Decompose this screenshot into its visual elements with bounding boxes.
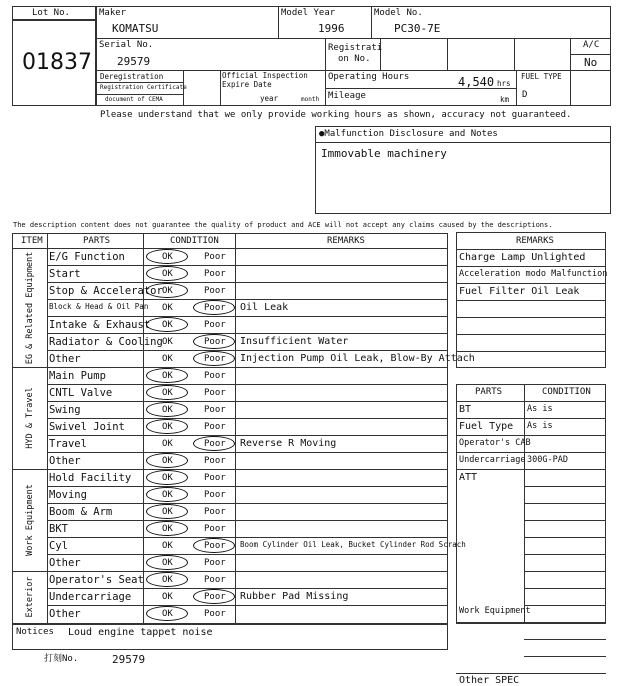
right-remarks-line [456, 283, 606, 284]
disclaimer: The description content does not guarantee the quality of product and ACE will not accept any claims caused by the descriptions. [13, 221, 553, 229]
ok-option: OK [162, 252, 173, 262]
part-name: E/G Function [49, 251, 125, 263]
poor-option: Poor [204, 269, 226, 279]
ok-option: OK [162, 269, 173, 279]
right-parts-line [456, 469, 606, 470]
right-parts-line [456, 673, 606, 674]
ok-option: OK [162, 524, 173, 534]
remark-text: Injection Pump Oil Leak, Blow-By Attach [240, 353, 475, 364]
ok-option: OK [162, 371, 173, 381]
group-label: HYD & Travel [24, 387, 35, 449]
row-line [47, 571, 448, 572]
ok-selected-circle [146, 402, 188, 417]
cema-label: document of CEMA [105, 96, 163, 103]
ok-option: OK [162, 609, 173, 619]
notices-text: Loud engine tappet noise [68, 627, 213, 638]
operating-hours-label: Operating Hours [328, 72, 410, 82]
row-line [47, 503, 448, 504]
part-name: Cyl [49, 540, 68, 552]
ok-option: OK [162, 456, 173, 466]
poor-option: Poor [204, 405, 226, 415]
remark-text: Oil Leak [240, 302, 289, 313]
part-name: Start [49, 268, 81, 280]
remark-text: Boom Cylinder Oil Leak, Bucket Cylinder Rod Scrach [240, 540, 466, 549]
maker-label: Maker [99, 8, 127, 18]
right-parts-line [456, 435, 606, 436]
group-label: EG & Related Equipment [24, 251, 35, 364]
ok-selected-circle [146, 521, 188, 536]
ok-selected-circle [146, 249, 188, 264]
right-remark-item: Acceleration modo Malfunction [459, 269, 608, 279]
ok-option: OK [162, 558, 173, 568]
poor-option: Poor [204, 439, 226, 449]
right-parts-line [456, 401, 606, 402]
mileage-label: Mileage [328, 91, 366, 101]
right-part-name: Operator's CAB [459, 438, 531, 448]
col-condition: CONDITION [170, 236, 219, 246]
poor-option: Poor [204, 303, 226, 313]
ok-option: OK [162, 337, 173, 347]
remark-text: Reverse R Moving [240, 438, 337, 449]
ok-option: OK [162, 575, 173, 585]
ok-selected-circle [146, 283, 188, 298]
part-name: Intake & Exhaust [49, 319, 151, 331]
ok-selected-circle [146, 504, 188, 519]
inspection-label-1: Official Inspection [222, 71, 308, 80]
poor-option: Poor [204, 456, 226, 466]
model-no-label: Model No. [374, 8, 423, 18]
row-line [47, 316, 448, 317]
group-label: Exterior [24, 576, 35, 617]
poor-option: Poor [204, 558, 226, 568]
row-line [47, 265, 448, 266]
hrs-label: hrs [497, 79, 511, 88]
group-separator [12, 469, 47, 470]
row-line [47, 384, 448, 385]
poor-selected-circle [193, 300, 235, 315]
deregistration-label: Deregistration [100, 72, 164, 81]
ok-selected-circle [146, 555, 188, 570]
poor-selected-circle [193, 436, 235, 451]
part-name: Other [49, 608, 81, 620]
right-part-condition: As is [527, 404, 553, 414]
poor-option: Poor [204, 575, 226, 585]
registration-certificate-label: Registration Certificate [100, 84, 187, 91]
ok-selected-circle [146, 606, 188, 621]
right-part-name: BT [459, 404, 472, 415]
right-remarks-line [456, 266, 606, 267]
poor-option: Poor [204, 388, 226, 398]
row-line [47, 333, 448, 334]
ok-option: OK [162, 286, 173, 296]
serial-value: 29579 [117, 55, 151, 68]
part-name: Other [49, 353, 81, 365]
maker-value: KOMATSU [112, 22, 159, 35]
ok-option: OK [162, 320, 173, 330]
poor-option: Poor [204, 541, 226, 551]
att-sub-line [524, 554, 606, 555]
row-line [47, 588, 448, 589]
right-remarks-line [456, 334, 606, 335]
row-line [47, 401, 448, 402]
right-remark-item: Charge Lamp Unlighted [459, 252, 586, 263]
ok-option: OK [162, 507, 173, 517]
part-name: Hold Facility [49, 472, 132, 484]
ok-selected-circle [146, 368, 188, 383]
registration-label-2: on No. [338, 54, 371, 64]
remark-text: Insufficient Water [240, 336, 349, 347]
row-line [47, 554, 448, 555]
part-name: Travel [49, 438, 87, 450]
ok-option: OK [162, 541, 173, 551]
right-parts-line [456, 418, 606, 419]
right-remarks-title: REMARKS [516, 236, 554, 246]
fuel-type-label: FUEL TYPE [521, 72, 562, 81]
att-sub-line [524, 571, 606, 572]
group-label: Work Equipment [24, 484, 35, 556]
ok-option: OK [162, 422, 173, 432]
part-name: Other [49, 557, 81, 569]
inspection-label-2: Expire Date [222, 80, 272, 89]
ok-selected-circle [146, 266, 188, 281]
ok-selected-circle [146, 385, 188, 400]
row-line [47, 537, 448, 538]
model-no-value: PC30-7E [394, 22, 441, 35]
year-label: year [260, 94, 279, 103]
poor-option: Poor [204, 609, 226, 619]
ok-selected-circle [146, 453, 188, 468]
row-line [47, 520, 448, 521]
km-label: km [500, 95, 510, 104]
model-year-value: 1996 [318, 22, 345, 35]
row-line [47, 418, 448, 419]
row-line [47, 605, 448, 606]
right-parts-line [456, 622, 606, 623]
att-label: ATT [459, 472, 478, 483]
poor-option: Poor [204, 490, 226, 500]
ok-option: OK [162, 354, 173, 364]
att-sub-line [524, 588, 606, 589]
part-name: Other [49, 455, 81, 467]
hours-notice: Please understand that we only provide working hours as shown, accuracy not guaranteed. [100, 110, 572, 120]
part-name: Swing [49, 404, 81, 416]
right-remarks-line [456, 351, 606, 352]
att-sub-line [524, 520, 606, 521]
group-separator [12, 571, 47, 572]
part-name: CNTL Valve [49, 387, 113, 399]
poor-option: Poor [204, 354, 226, 364]
spec-sub-line [524, 639, 606, 640]
right-remark-item: Fuel Filter Oil Leak [459, 286, 580, 297]
lot-number: 01837 [22, 50, 92, 75]
header-line [12, 248, 448, 249]
ok-option: OK [162, 303, 173, 313]
right-part-condition: 300G-PAD [527, 455, 568, 465]
notices-label: Notices [16, 627, 54, 637]
ok-option: OK [162, 592, 173, 602]
ok-option: OK [162, 490, 173, 500]
ac-label: A/C [583, 40, 600, 50]
att-sub-line [524, 605, 606, 606]
ok-option: OK [162, 439, 173, 449]
right-part-name: Undercarriage [459, 455, 526, 465]
part-name: Boom & Arm [49, 506, 113, 518]
operating-hours-value: 4,540 [458, 75, 495, 89]
row-line [47, 350, 448, 351]
right-remarks-line [456, 300, 606, 301]
part-name: Main Pump [49, 370, 106, 382]
poor-option: Poor [204, 371, 226, 381]
att-sub-line [524, 503, 606, 504]
right-parts-line [456, 452, 606, 453]
right-remarks-line [456, 317, 606, 318]
month-label: month [301, 96, 320, 103]
ok-option: OK [162, 473, 173, 483]
poor-selected-circle [193, 538, 235, 553]
part-name: BKT [49, 523, 68, 535]
work-equipment-label: Work Equipment [459, 606, 531, 616]
part-name: Operator's Seat [49, 574, 144, 586]
malfunction-text: Immovable machinery [321, 147, 447, 160]
col-item: ITEM [21, 236, 43, 246]
part-name: Undercarriage [49, 591, 132, 603]
col-remarks: REMARKS [327, 236, 365, 246]
poor-option: Poor [204, 507, 226, 517]
ac-value: No [584, 56, 598, 69]
ok-selected-circle [146, 317, 188, 332]
poor-selected-circle [193, 589, 235, 604]
ok-option: OK [162, 405, 173, 415]
row-line [47, 282, 448, 283]
poor-option: Poor [204, 320, 226, 330]
stamp-value: 29579 [112, 653, 146, 666]
poor-option: Poor [204, 252, 226, 262]
remark-text: Rubber Pad Missing [240, 591, 349, 602]
poor-option: Poor [204, 592, 226, 602]
group-separator [12, 367, 47, 368]
part-name: Stop & Accelerator [49, 285, 163, 297]
ok-selected-circle [146, 487, 188, 502]
row-line [47, 469, 448, 470]
poor-option: Poor [204, 337, 226, 347]
row-line [47, 486, 448, 487]
poor-selected-circle [193, 351, 235, 366]
part-name: Swivel Joint [49, 421, 125, 433]
model-year-label: Model Year [281, 8, 336, 18]
other-spec-label: Other SPEC [459, 675, 520, 686]
col-parts: PARTS [83, 236, 111, 246]
fuel-type-value: D [522, 90, 528, 100]
poor-selected-circle [193, 334, 235, 349]
ok-selected-circle [146, 419, 188, 434]
right-col-parts: PARTS [475, 387, 503, 397]
poor-option: Poor [204, 422, 226, 432]
malfunction-box [315, 126, 611, 214]
right-part-condition: As is [527, 421, 553, 431]
att-sub-line [524, 486, 606, 487]
part-name: Radiator & Cooling [49, 336, 163, 348]
row-line [47, 367, 448, 368]
poor-option: Poor [204, 473, 226, 483]
part-name: Moving [49, 489, 87, 501]
att-sub-line [524, 537, 606, 538]
right-remarks-line [456, 249, 606, 250]
poor-option: Poor [204, 524, 226, 534]
row-line [47, 435, 448, 436]
stamp-label: 打刻No. [44, 654, 79, 664]
part-name: Block & Head & Oil Pan [49, 302, 149, 311]
poor-option: Poor [204, 286, 226, 296]
registration-label-1: Registrati [328, 43, 383, 53]
serial-label: Serial No. [99, 40, 154, 50]
ok-selected-circle [146, 470, 188, 485]
ok-option: OK [162, 388, 173, 398]
ok-selected-circle [146, 572, 188, 587]
row-line [47, 452, 448, 453]
malfunction-title: ●Malfunction Disclosure and Notes [319, 129, 498, 139]
lot-label: Lot No. [32, 8, 70, 18]
right-col-condition: CONDITION [542, 387, 591, 397]
row-line [47, 299, 448, 300]
spec-sub-line [524, 656, 606, 657]
right-part-name: Fuel Type [459, 421, 514, 432]
